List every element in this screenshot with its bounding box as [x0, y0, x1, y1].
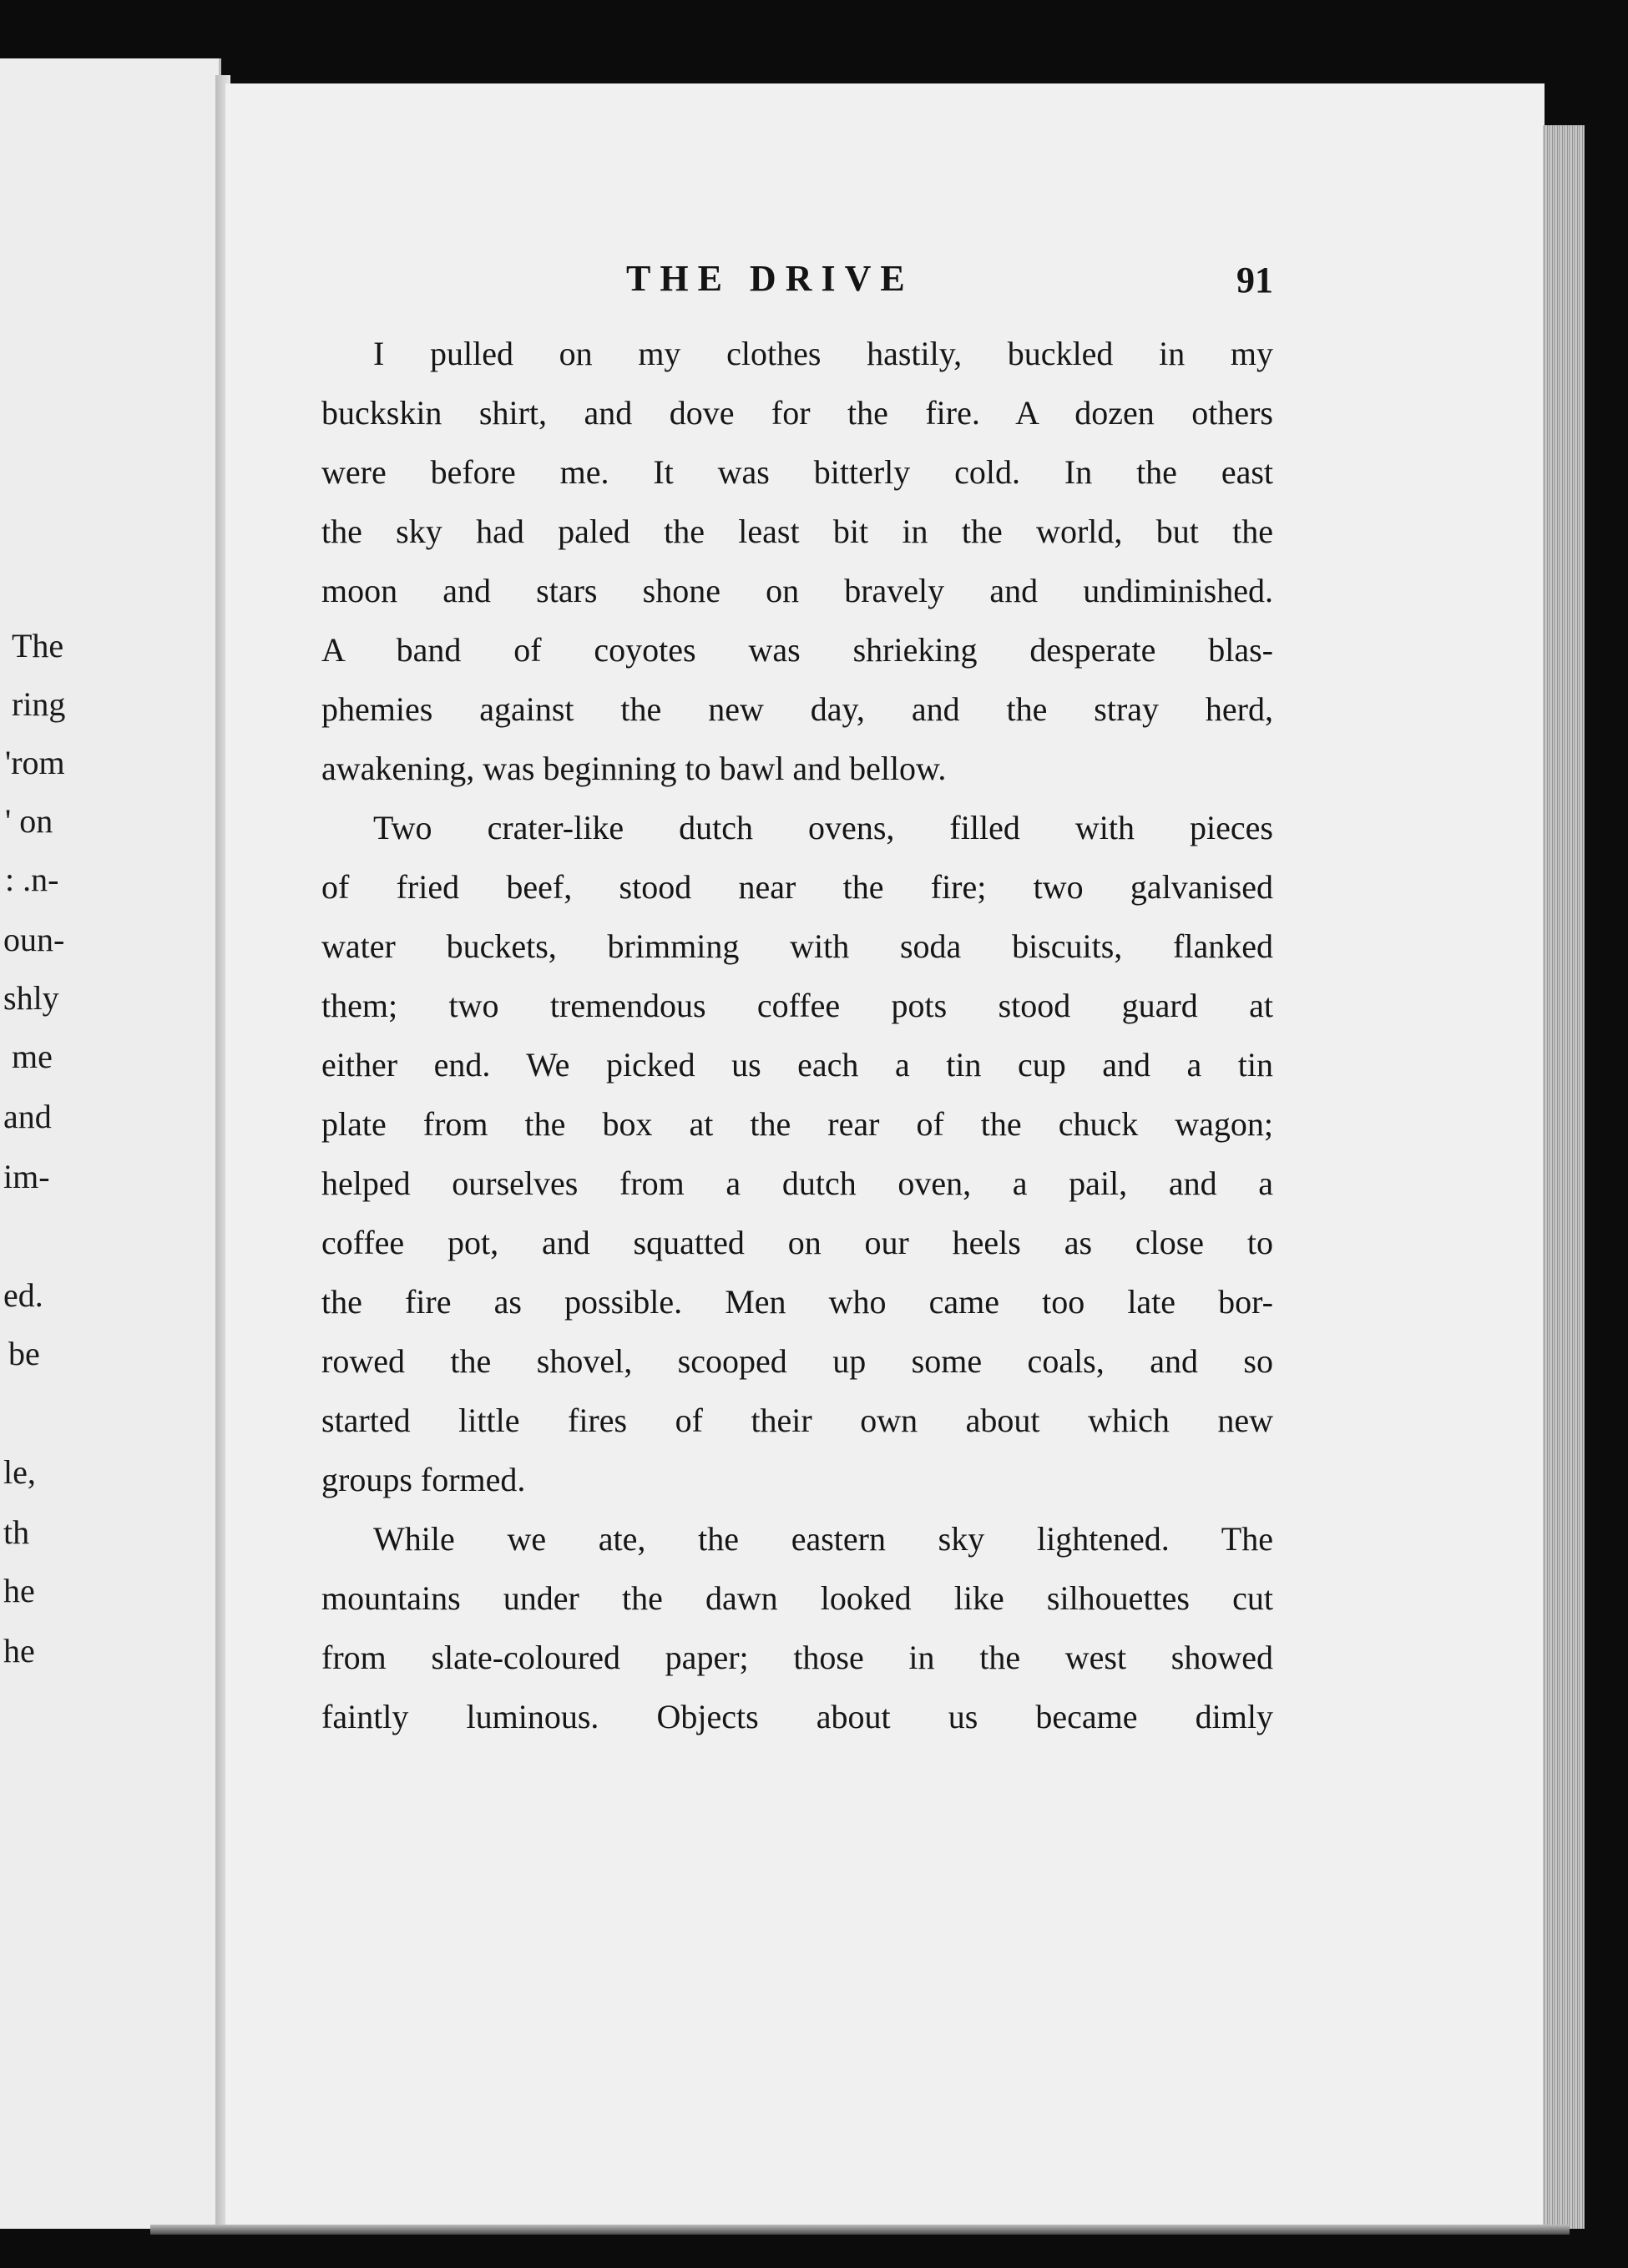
paragraph	[321, 324, 1273, 798]
text-line: phemies against the new day, and the stray herd,	[321, 690, 1273, 728]
text-line: either end. We picked us each a tin cup and a tin	[321, 1046, 1273, 1083]
text-line: groups formed.	[321, 1461, 526, 1498]
left-page-fragment: le,	[3, 1453, 36, 1491]
text-line: While we ate, the eastern sky lightened. The	[373, 1520, 1273, 1558]
left-page-fragment: : .n-	[5, 861, 59, 898]
text-line: the sky had paled the least bit in the world, but the	[321, 513, 1273, 550]
left-page-fragment: shly	[3, 979, 59, 1017]
text-line: mountains under the dawn looked like silhouettes cut	[321, 1579, 1273, 1617]
bottom-page-edge	[150, 2225, 1570, 2235]
text-line: water buckets, brimming with soda biscuits, flanked	[321, 927, 1273, 965]
left-page-fragment: oun-	[3, 921, 65, 958]
text-line: were before me. It was bitterly cold. In the east	[321, 453, 1273, 491]
text-line: of fried beef, stood near the fire; two galvanised	[321, 868, 1273, 906]
left-page-fragment: he	[3, 1632, 35, 1669]
left-page-fragment: The	[12, 627, 64, 664]
text-line: Two crater-like dutch ovens, filled with pieces	[373, 809, 1273, 846]
left-page-fragment: th	[3, 1513, 30, 1551]
text-line: helped ourselves from a dutch oven, a pail, and a	[321, 1164, 1273, 1202]
text-line: started little fires of their own about which new	[321, 1402, 1273, 1439]
left-page-fragment: he	[3, 1572, 35, 1609]
text-line: faintly luminous. Objects about us became dimly	[321, 1698, 1273, 1735]
running-title: THE DRIVE	[626, 258, 914, 299]
text-line: I pulled on my clothes hastily, buckled in my	[373, 335, 1273, 372]
text-line: coffee pot, and squatted on our heels as close to	[321, 1224, 1273, 1261]
page-edges	[1543, 125, 1585, 2229]
text-line: them; two tremendous coffee pots stood guard at	[321, 987, 1273, 1024]
text-line: plate from the box at the rear of the chuck wagon;	[321, 1105, 1273, 1143]
left-page-fragment: im-	[3, 1158, 50, 1195]
text-line: rowed the shovel, scooped up some coals, and so	[321, 1342, 1273, 1380]
running-head	[317, 257, 1273, 307]
text-line: from slate-coloured paper; those in the west showed	[321, 1639, 1273, 1676]
left-page-fragment: 'rom	[5, 744, 65, 781]
left-page-fragment: ring	[12, 685, 66, 723]
text-line: awakening, was beginning to bawl and bellow.	[321, 750, 947, 787]
body-text	[321, 324, 1273, 1746]
text-line: buckskin shirt, and dove for the fire. A dozen others	[321, 394, 1273, 432]
left-page-fragment: ed.	[3, 1276, 43, 1314]
left-page-fragment: ' on	[5, 802, 53, 840]
paragraph	[321, 798, 1273, 1509]
left-page-fragment: and	[3, 1098, 52, 1135]
text-line: moon and stars shone on bravely and undiminished.	[321, 572, 1273, 609]
left-page-fragment: be	[8, 1335, 40, 1372]
text-line: A band of coyotes was shrieking desperate blas-	[321, 631, 1273, 669]
text-line: the fire as possible. Men who came too late bor-	[321, 1283, 1273, 1321]
page-number: 91	[1236, 260, 1273, 301]
left-page-fragment: me	[12, 1038, 53, 1075]
left-page	[0, 58, 221, 2229]
paragraph	[321, 1509, 1273, 1746]
